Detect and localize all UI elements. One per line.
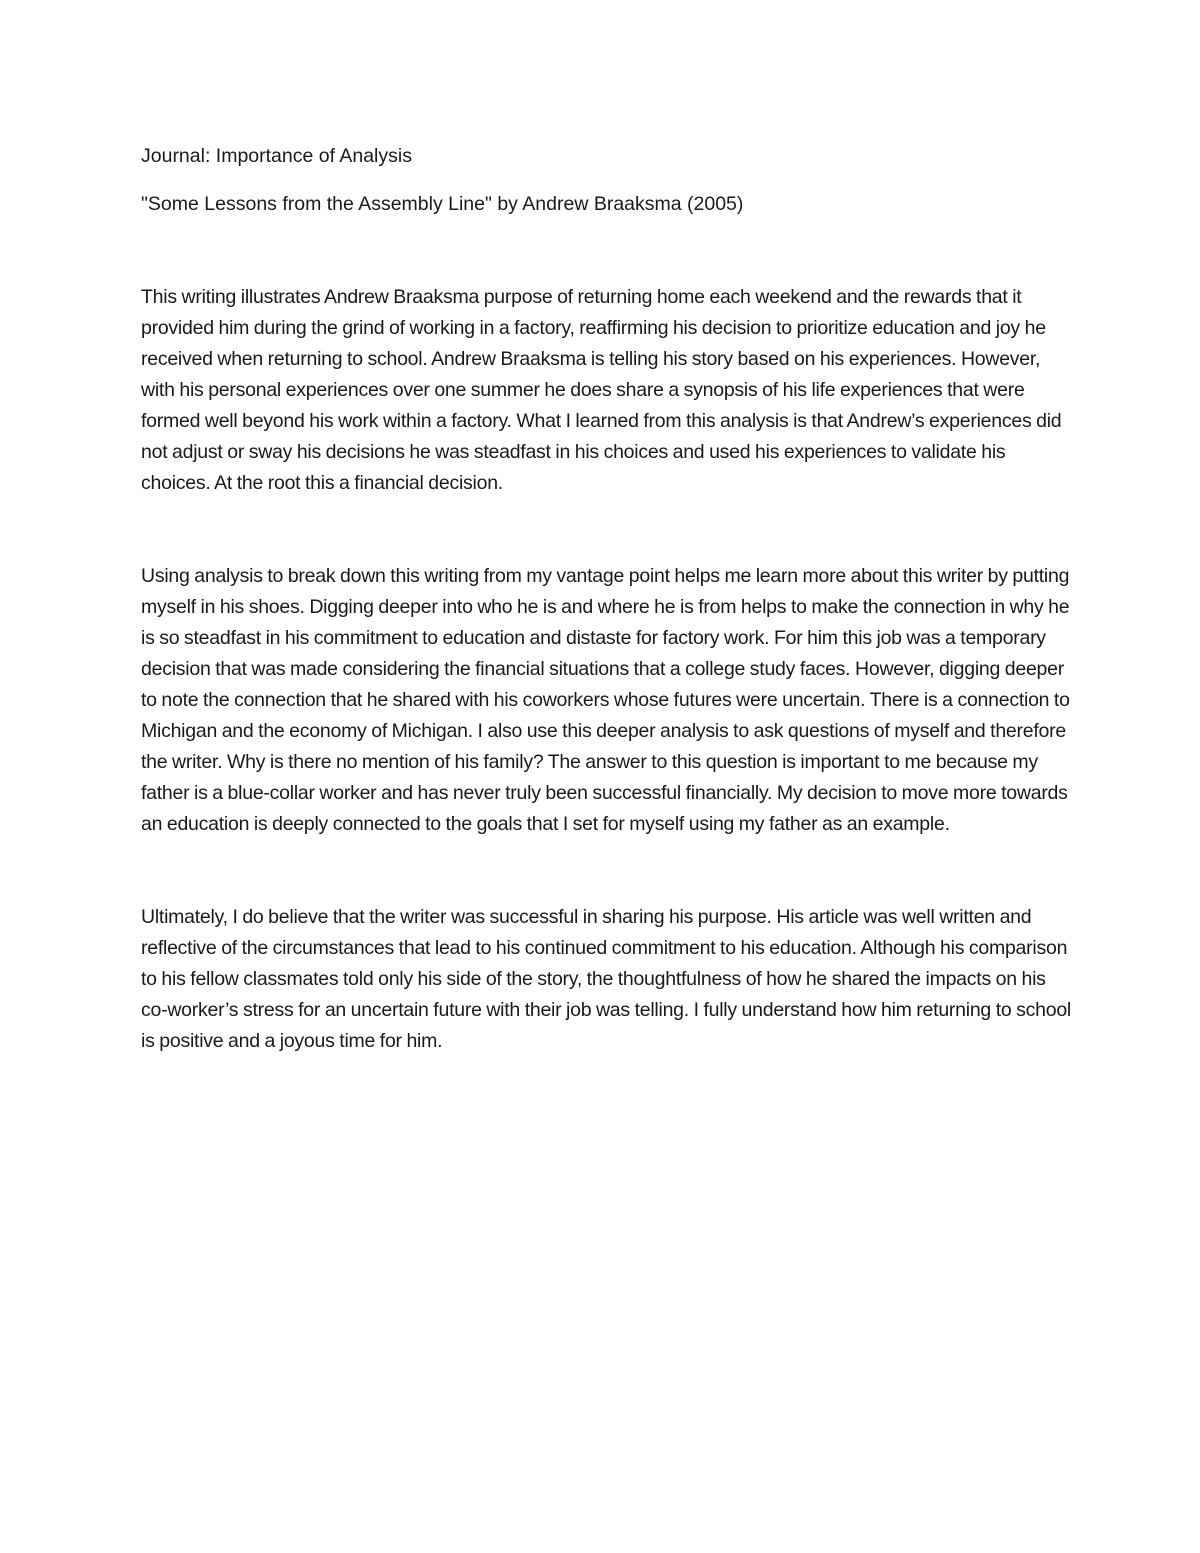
paragraph-1: This writing illustrates Andrew Braaksma purpose of returning home each weekend and the rewards that it provided him during the grind of working in a factory, reaffirming his decision to prioritize education and joy he received when returning to school. Andrew Braaksma is telling his story based on his experiences. However, with his personal experiences over one summer he does share a synopsis of his life experiences that were formed well beyond his work within a factory. What I learned from this analysis is that Andrew’s experiences did not adjust or sway his decisions he was steadfast in his choices and used his experiences to validate his choices. At the root this a financial decision.	[141, 286, 1062, 494]
paragraph-2: Using analysis to break down this writing from my vantage point helps me learn more about this writer by putting myself in his shoes. Digging deeper into who he is and where he is from helps to make the connection in why he is so steadfast in his commitment to education and distaste for factory work. For him this job was a temporary decision that was made considering the financial situations that a college study faces. However, digging deeper to note the connection that he shared with his coworkers whose futures were uncertain. There is a connection to Michigan and the economy of Michigan. I also use this deeper analysis to ask questions of myself and therefore the writer. Why is there no mention of his family? The answer to this question is important to me because my father is a blue-collar worker and has never truly been successful financially. My decision to move more towards an education is deeply connected to the goals that I set for myself using my father as an example.	[141, 565, 1070, 835]
paragraph-3: Ultimately, I do believe that the writer was successful in sharing his purpose. His article was well written and reflective of the circumstances that lead to his continued commitment to his education. Although his comparison to his fellow classmates told only his side of the story, the thoughtfulness of how he shared the impacts on his co-worker’s stress for an uncertain future with their job was telling. I fully understand how him returning to school is positive and a joyous time for him.	[141, 906, 1071, 1052]
article-citation: "Some Lessons from the Assembly Line" by Andrew Braaksma (2005)	[141, 193, 744, 215]
document-body	[141, 141, 1071, 1057]
journal-title: Journal: Importance of Analysis	[141, 145, 412, 167]
